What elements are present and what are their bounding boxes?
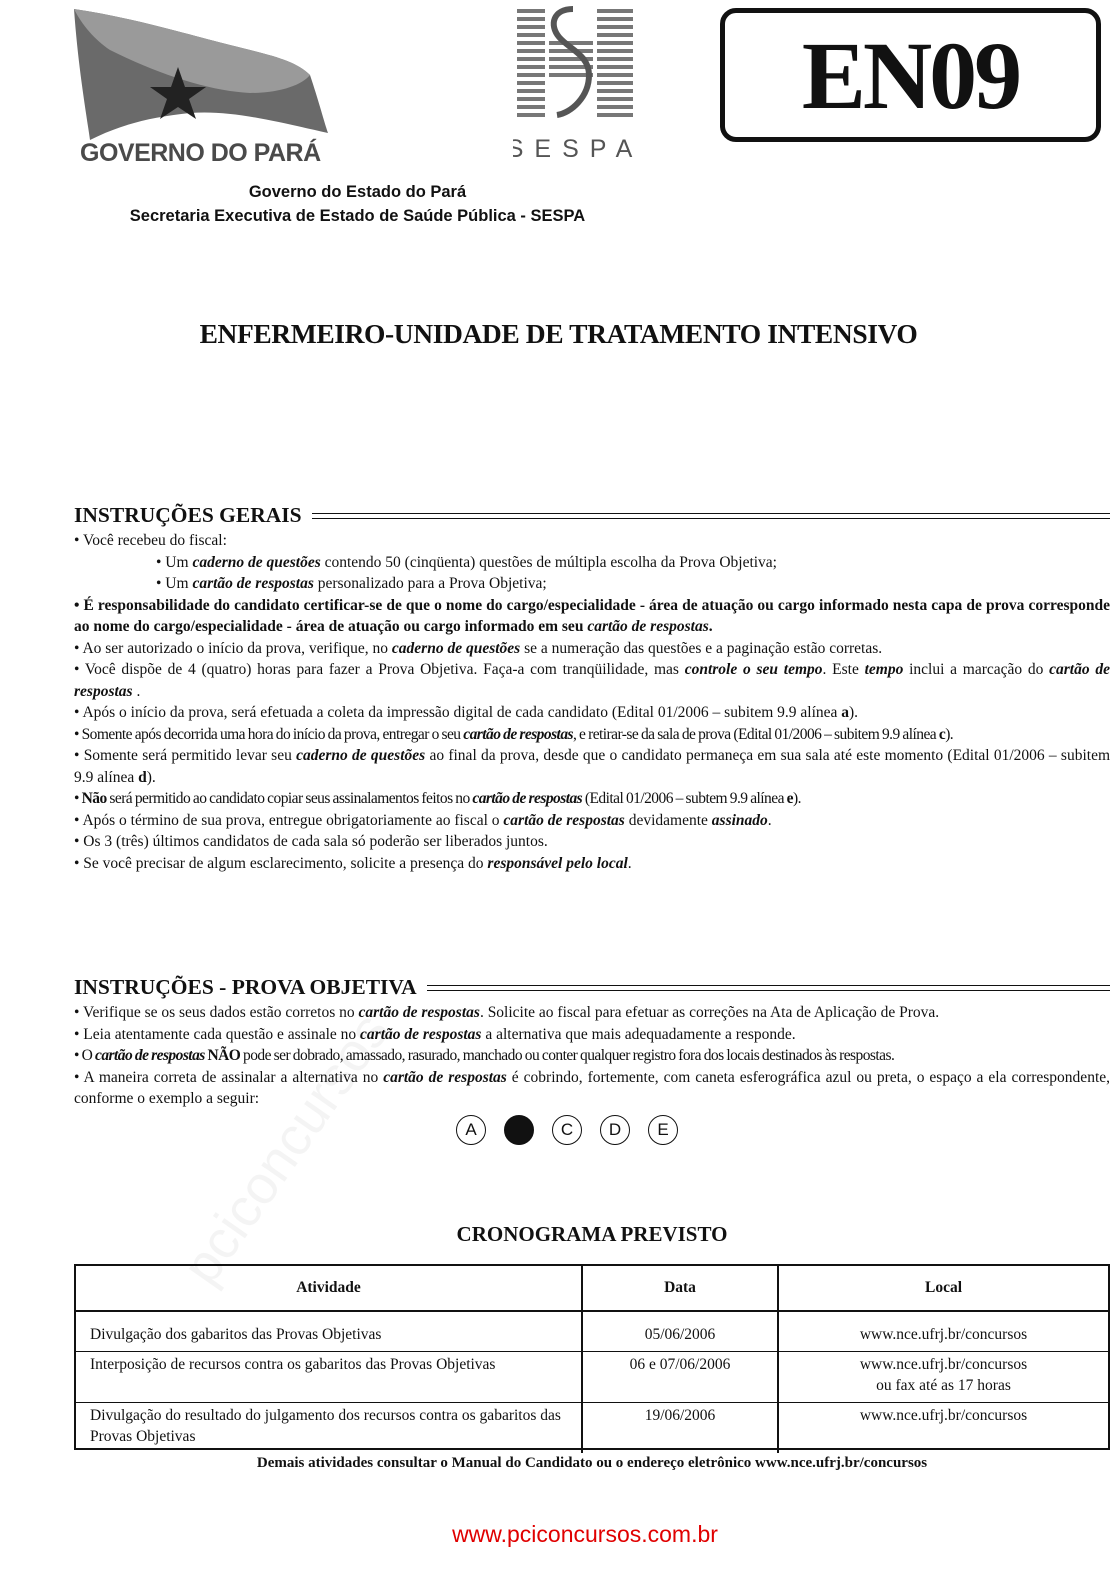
column-header: Atividade [76, 1266, 582, 1311]
org-line-1: Governo do Estado do Pará [248, 183, 467, 201]
local-cell: www.nce.ufrj.br/concursos [778, 1403, 1108, 1454]
schedule-title: CRONOGRAMA PREVISTO [456, 1222, 728, 1246]
instruction-item: • Ao ser autorizado o início da prova, verifique, no caderno de questões se a numeração das questões e a paginação estão corretas. [74, 639, 883, 657]
instruction-item: • O cartão de respostas NÃO pode ser dobrado, amassado, rasurado, manchado ou conter qualquer registro fora dos locais destinados às respostas. [74, 1047, 895, 1064]
column-header: Data [582, 1266, 778, 1311]
local-cell: www.nce.ufrj.br/concursos [859, 1326, 1028, 1343]
page-title: ENFERMEIRO-UNIDADE DE TRATAMENTO INTENSIVO [199, 318, 918, 349]
heading-rule [312, 513, 1110, 519]
instruction-item: • Você dispõe de 4 (quatro) horas para fazer a Prova Objetiva. Faça-a com tranqüilidade, mas controle o seu tempo. Este tempo inclui a marcação do cartão de respostas . [74, 661, 1110, 700]
instruction-item: • Um caderno de questões contendo 50 (cinqüenta) questões de múltipla escolha da Prova Objetiva; [156, 553, 777, 571]
bubble-a: A [456, 1115, 486, 1145]
objective-heading-text: INSTRUÇÕES - PROVA OBJETIVA [74, 975, 417, 999]
column-header: Local [778, 1266, 1108, 1311]
instruction-item: • Após o início da prova, será efetuada a coleta da impressão digital de cada candidato (Edital 01/2006 – subitem 9.9 alínea a). [74, 704, 859, 721]
footer-url[interactable]: www.pciconcursos.com.br [452, 1521, 718, 1547]
bubble-b-filled [504, 1115, 534, 1145]
schedule-note: Demais atividades consultar o Manual do Candidato ou o endereço eletrônico www.nce.ufrj.br/concursos [256, 1455, 928, 1471]
answer-example [456, 1115, 678, 1145]
local-cell: www.nce.ufrj.br/concursos ou fax até as 17 horas [778, 1352, 1108, 1403]
table-row [76, 1311, 1108, 1352]
exam-code: EN09 [801, 21, 1020, 129]
date-cell: 19/06/2006 [582, 1403, 778, 1454]
instruction-item: • É responsabilidade do candidato certificar-se de que o nome do cargo/especialidade - área de atuação ou cargo informado nesta capa de prova corresponde ao nome do cargo/especialidade - área de atuação ou cargo informado em seu cartão de respostas. [74, 596, 1110, 635]
instruction-item: • Leia atentamente cada questão e assinale no cartão de respostas a alternativa que mais adequadamente a responde. [74, 1025, 796, 1043]
instruction-item: • Verifique se os seus dados estão corretos no cartão de respostas. Solicite ao fiscal para efetuar as correções na Ata de Aplicação de Prova. [74, 1004, 940, 1021]
instruction-item: • Não será permitido ao candidato copiar seus assinalamentos feitos no cartão de respostas (Edital 01/2006 – subtem 9.9 alínea e). [74, 790, 801, 807]
objective-instructions [74, 1002, 1110, 1110]
general-heading-text: INSTRUÇÕES GERAIS [74, 503, 302, 527]
instruction-item: • Você recebeu do fiscal: [74, 532, 227, 549]
instruction-item: • Um cartão de respostas personalizado para a Prova Objetiva; [156, 575, 547, 592]
date-cell: 05/06/2006 [582, 1311, 778, 1352]
instruction-item: • Somente após decorrida uma hora do início da prova, entregar o seu cartão de respostas, e retirar-se da sala de prova (Edital 01/2006 – subitem 9.9 alínea c). [74, 725, 954, 743]
activity-cell: Interposição de recursos contra os gabaritos das Provas Objetivas [76, 1352, 582, 1403]
general-instructions [74, 530, 1110, 874]
instruction-item: • Somente será permitido levar seu caderno de questões ao final da prova, desde que o candidato permaneça em sua sala até este momento (Edital 01/2006 – subitem 9.9 alínea d). [74, 747, 1111, 786]
org-line-2: Secretaria Executiva de Estado de Saúde Pública - SESPA [129, 207, 586, 225]
instruction-item: • A maneira correta de assinalar a alternativa no cartão de respostas é cobrindo, fortemente, com caneta esferográfica azul ou preta, o espaço a ela correspondente, conforme o exemplo a seguir: [74, 1068, 1111, 1107]
bubble-e: E [648, 1115, 678, 1145]
heading-rule [427, 985, 1110, 991]
bubble-c: C [552, 1115, 582, 1145]
table-row [76, 1352, 1108, 1403]
activity-cell: Divulgação do resultado do julgamento dos recursos contra os gabaritos das Provas Objetivas [76, 1403, 582, 1454]
sespa-logo [513, 5, 638, 165]
instruction-item: • Se você precisar de algum esclarecimento, solicite a presença do responsável pelo local. [74, 854, 632, 872]
date-cell: 06 e 07/06/2006 [582, 1352, 778, 1403]
general-instructions-heading [74, 503, 1110, 528]
logo-left-text: GOVERNO DO PARÁ [80, 139, 321, 167]
exam-code-box [720, 8, 1101, 142]
table-row [76, 1403, 1108, 1454]
logo-right-text: SESPA [513, 135, 638, 163]
instruction-item: • Os 3 (três) últimos candidatos de cada sala só poderão ser liberados juntos. [74, 833, 548, 850]
instruction-item: • Após o término de sua prova, entregue obrigatoriamente ao fiscal o cartão de respostas devidamente assinado. [74, 811, 772, 829]
bubble-d: D [600, 1115, 630, 1145]
objective-instructions-heading [74, 975, 1110, 1000]
schedule-table [74, 1264, 1110, 1450]
governo-do-para-logo [70, 5, 330, 170]
activity-cell: Divulgação dos gabaritos das Provas Objetivas [76, 1311, 582, 1352]
